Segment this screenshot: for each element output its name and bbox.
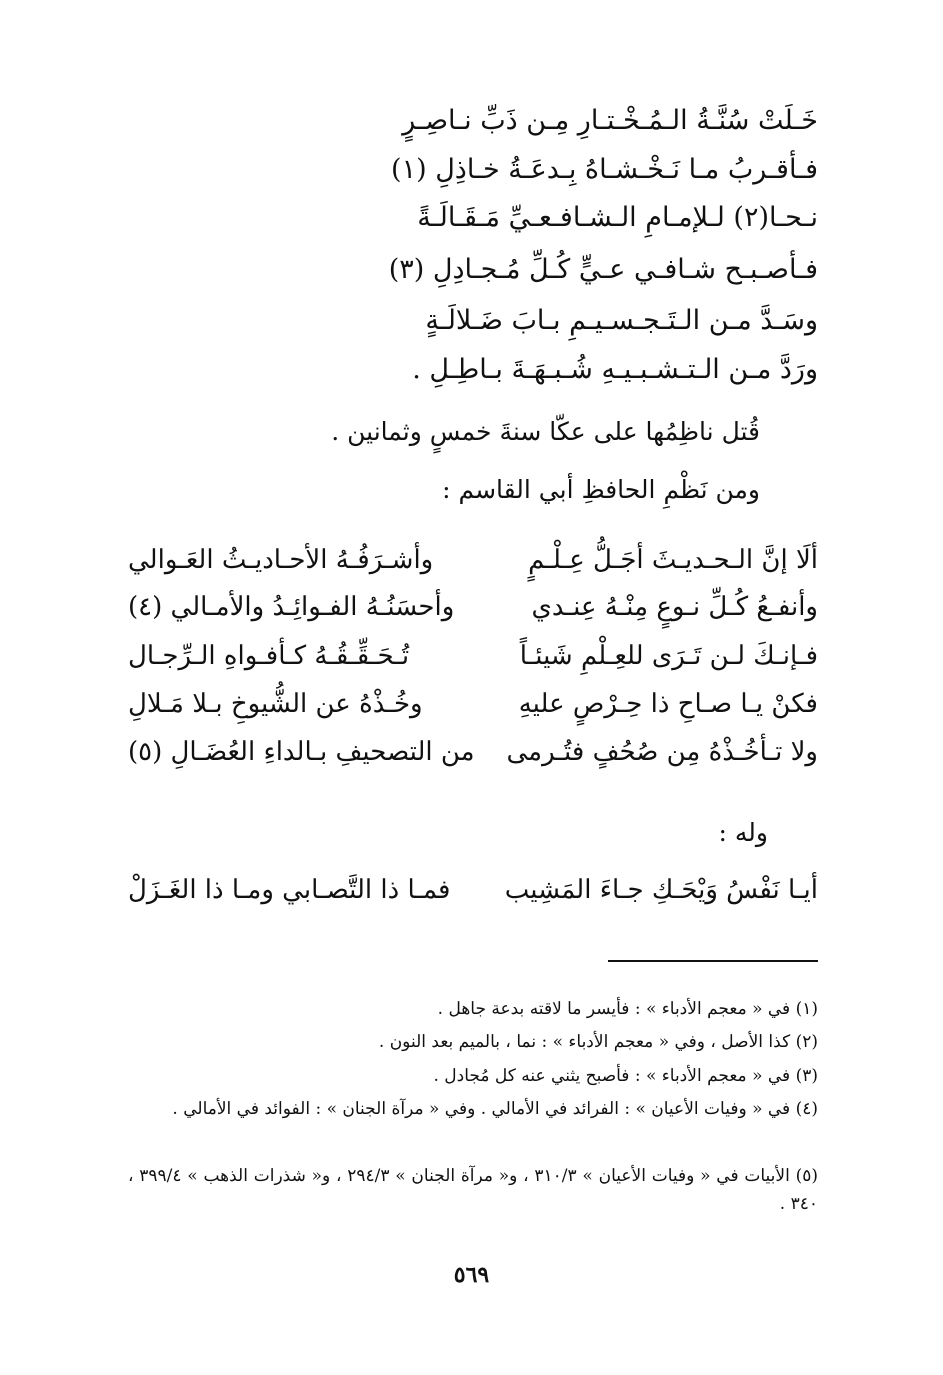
poem3-second-hemistich: فمـا ذا التَّصـابي ومـا ذا الغَـزَلْ [128,875,451,905]
prose-death-note: قُتل ناظِمُها على عكّا سنةَ خمسٍ وثمانين . [331,417,760,446]
poem2-verse-4-second-hemistich: وخُـذْهُ عن الشُّيوخِ بـلا مَـلالِ [128,689,423,719]
poem1-line-4: فـأصـبـح شـافـي عـيٍّ كُـلِّ مُـجـادِلِ (٣) [388,254,818,285]
footnote-2: (٢) كذا الأصل ، وفي « معجم الأدباء » : نما ، بالميم بعد النون . [378,1032,818,1052]
page-number: ٥٦٩ [453,1262,490,1288]
poem1-line-5: وسَـدَّ مـن الـتَـجـسـيـمِ بـابَ ضَـلالَـةٍ [425,305,818,336]
poem2-verse-5 [128,732,818,772]
footnote-1: (١) في « معجم الأدباء » : فأيسر ما لاقته بدعة جاهل . [437,999,818,1019]
poem2-verse-1-second-hemistich: وأشـرَفُـهُ الأحـاديـثُ العَـوالي [128,545,434,575]
poem2-verse-4 [128,684,818,724]
poem2-verse-3-first-hemistich: فـإنـكَ لـن تَـرَى للعِـلْمِ شَيئـاً [519,641,818,671]
footnote-4: (٤) في « وفيات الأعيان » : الفرائد في الأمالي . وفي « مرآة الجنان » : الفوائد في الأمالي . [172,1099,818,1119]
poem2-verse-5-first-hemistich: ولا تـأخُـذْهُ مِن صُحُفٍ فتُـرمى [506,737,818,767]
footnote-separator [608,960,818,962]
poem3-verse [128,870,818,910]
poem2-verse-3 [128,636,818,676]
poem1-line-6: ورَدَّ مـن الـتـشـبـيـهِ شُـبـهَـةَ بـاطِـلِ . [412,354,818,385]
poem2-verse-2 [128,587,818,627]
poem2-verse-1 [128,540,818,580]
poem1-line-3: نـحـا(٢) لـلإمـامِ الـشـافـعـيِّ مَـقَـالَـةً [417,202,818,233]
poem1-line-2: فـأقـربُ مـا نَـخْـشـاهُ بِـدعَـةُ خـاذِلِ (١) [391,154,818,185]
footnote-5: (٥) الأبيات في « وفيات الأعيان » ٣١٠/٣ ، و« مرآة الجنان » ٢٩٤/٣ ، و« شذرات الذهب » ٣٩٩/٤ ، ٣٤٠ . [128,1166,819,1214]
footnote-3: (٣) في « معجم الأدباء » : فأصبح يثني عنه كل مُجادل . [433,1066,818,1086]
prose-intro-abu-alqasim: ومن نَظْمِ الحافظِ أبي القاسم : [442,475,760,504]
poem1-line-1: خَـلَتْ سُنَّـةُ الـمُـخْـتـارِ مِـن ذَبِّ نـاصِـرٍ [402,105,818,136]
poem3-first-hemistich: أيـا نَفْسُ وَيْحَـكِ جـاءَ المَشِيب [504,875,818,905]
poem2-verse-1-first-hemistich: ألَا إنَّ الـحـديـثَ أجَـلُّ عِـلْـمٍ [528,545,818,575]
poem2-verse-3-second-hemistich: تُـحَـقِّـقُـهُ كـأفـواهِ الـرِّجـال [128,641,410,671]
poem2-verse-5-second-hemistich: من التصحيفِ بـالداءِ العُضَـالِ (٥) [128,737,475,767]
poem2-verse-2-first-hemistich: وأنفـعُ كُـلِّ نـوعٍ مِنْـهُ عِنـدي [531,592,818,622]
poem2-verse-2-second-hemistich: وأحسَنُـهُ الفـوائِـدُ والأمـالي (٤) [128,592,455,622]
prose-and-his: وله : [718,818,768,847]
poem2-verse-4-first-hemistich: فكنْ يـا صـاحِ ذا حِـرْصٍ عليهِ [518,689,818,719]
